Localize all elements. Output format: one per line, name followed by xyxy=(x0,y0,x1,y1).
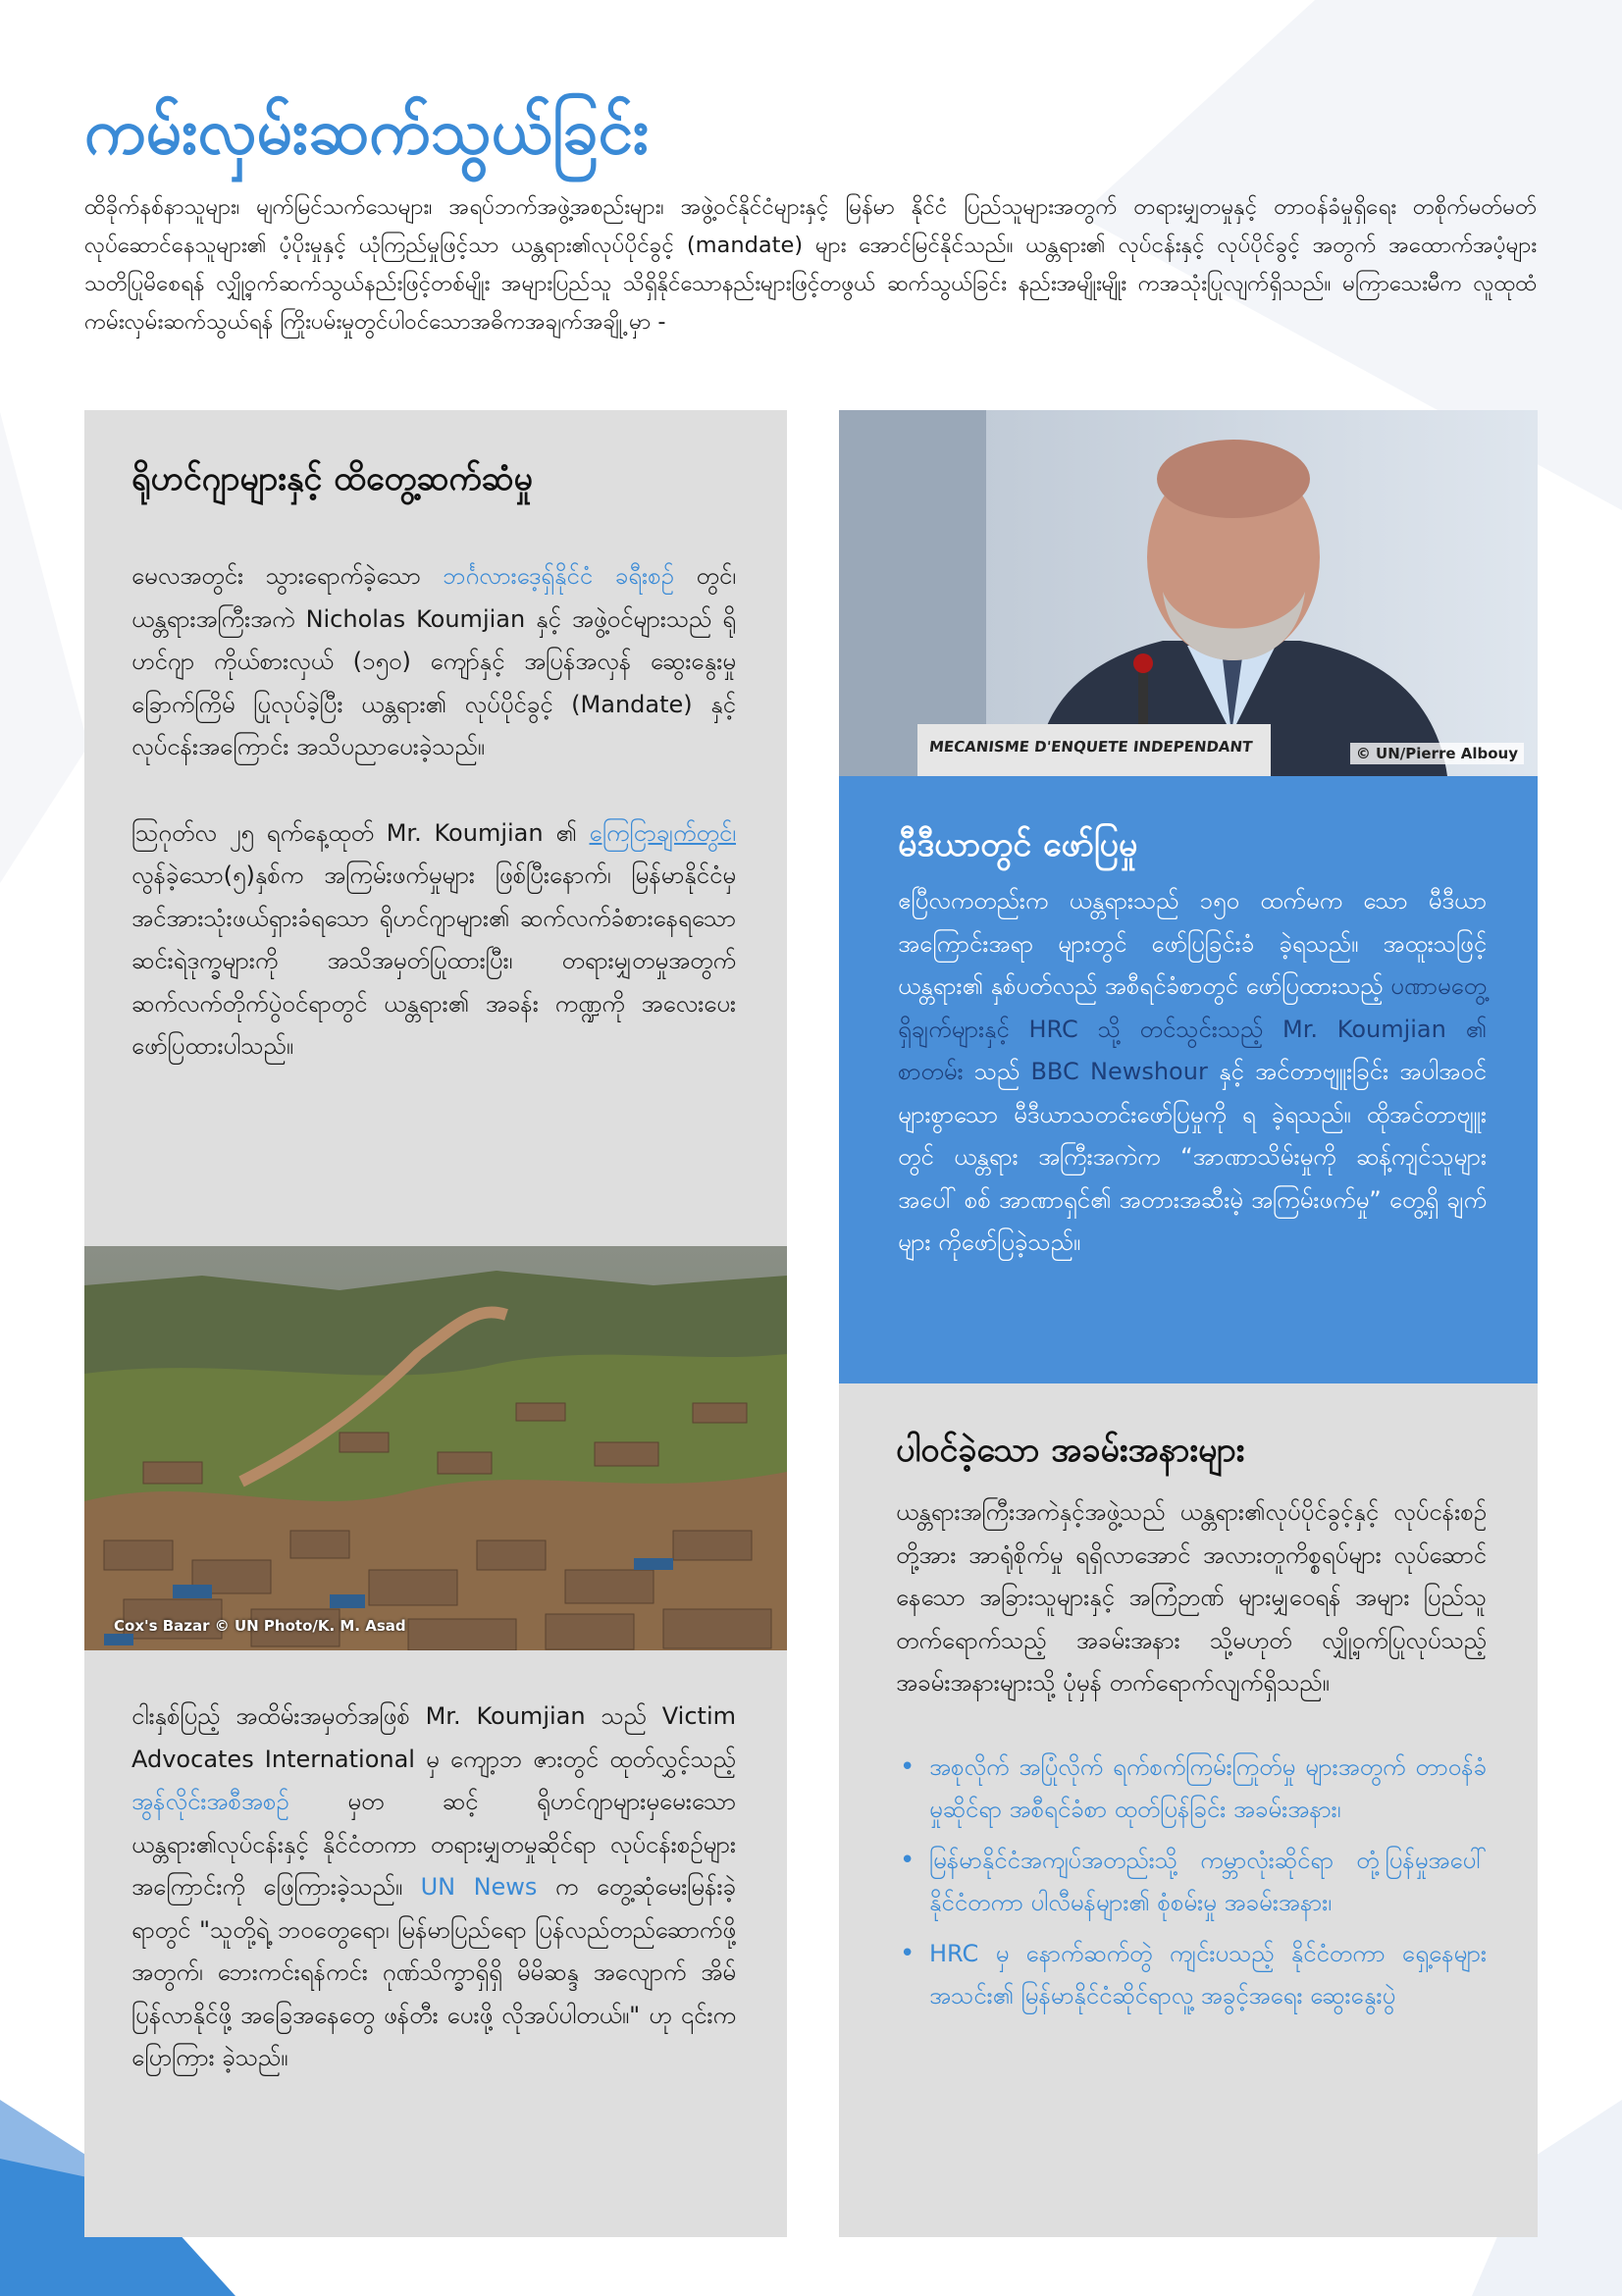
media-text-c: နှင့် အင်တာဗျူးခြင်း အပါအဝင်များစွာသော မီဒီယာသတင်းဖော်ပြမှုကို ရ ခဲ့ရသည်။ ထိုအင်တာဗျူးတွင် ယန္တရား အကြီးအကဲက “အာဏာသိမ်းမှုကို ဆန့်ကျင်သူများအပေါ် စစ် အာဏာရှင်၏ အတားအဆီးမဲ့ အကြမ်းဖက်မှု” တွေ့ရှိ ချက်များ ကိုဖော်ပြခဲ့သည်။ xyxy=(898,1058,1487,1256)
bbc-newshour-link[interactable]: BBC Newshour xyxy=(1030,1058,1208,1085)
statement-link[interactable]: ကြေငြာချက်တွင်၊ xyxy=(589,818,736,847)
rohingya-paragraph-3 xyxy=(131,1696,736,2080)
rohingya-p2-text-a: ဩဂုတ်လ ၂၅ ရက်နေ့ထုတ် Mr. Koumjian ၏ xyxy=(131,818,590,847)
coxs-bazar-photo-credit: Cox's Bazar © UN Photo/K. M. Asad xyxy=(114,1617,406,1635)
events-list-item-text: မြန်မာနိုင်ငံအကျပ်အတည်းသို့ ကမ္ဘာလုံးဆိုင်ရာ တုံ့ပြန်မှုအပေါ် နိုင်ငံတကာ ပါလီမန်များ၏ စုံစမ်းမှု အခမ်းအနား၊ xyxy=(929,1846,1487,1916)
bullet-icon: • xyxy=(900,1845,916,1875)
media-paragraph xyxy=(898,880,1487,1265)
portrait-photo-credit: © UN/Pierre Albouy xyxy=(1350,743,1524,764)
media-text-a: ဧပြီလကတည်းက ယန္တရားသည် ၁၅၀ ထက်မက သော မီဒီယာအကြောင်းအရာ များတွင် ဖော်ပြခြင်းခံ ခဲ့ရသည်။ အထူးသဖြင့် ယန္တရား၏ နှစ်ပတ်လည် အစီရင်ခံစာတွင် ဖော်ပြထားသည့် xyxy=(898,887,1487,1000)
rohingya-p3-text-c: က တွေ့ဆုံမေးမြန်းခဲ့ရာတွင် "သူတို့ရဲ့ ဘဝတွေရော၊ မြန်မာပြည်ရော ပြန်လည်တည်ဆောက်ဖို့အတွက်၊ ဘေးကင်းရန်ကင်း ဂုဏ်သိက္ခာရှိရှိ မိမိဆန္ဒ အလျောက် အိမ်ပြန်လာနိုင်ဖို့ အခြေအနေတွေ ဖန်တီး ပေးဖို့ လိုအပ်ပါတယ်။" ဟု ၎င်းက ပြောကြား ခဲ့သည်။ xyxy=(131,1873,737,2071)
media-text-b: သည် xyxy=(963,1058,1031,1085)
koumjian-portrait-photo xyxy=(839,410,1538,776)
nameplate: MECANISME D'ENQUETE INDEPENDANT xyxy=(928,738,1254,756)
events-list xyxy=(896,1747,1487,2018)
coxs-bazar-camp-photo xyxy=(84,1246,787,1650)
rohingya-p3-text-a: ငါးနှစ်ပြည့် အထိမ်းအမှတ်အဖြစ် Mr. Koumjian သည် Victim Advocates International မှ ကျော့ဘ ဇားတွင် ထုတ်လွှင့်သည့် xyxy=(131,1702,736,1773)
rohingya-engagement-panel-continued xyxy=(84,1650,787,2237)
events-heading: ပါဝင်ခဲ့သော အခမ်းအနားများ xyxy=(896,1431,1245,1470)
media-coverage-panel xyxy=(839,776,1538,1383)
events-intro: ယန္တရားအကြီးအကဲနှင့်အဖွဲ့သည် ယန္တရား၏လုပ်ပိုင်ခွင့်နှင့် လုပ်ငန်းစဉ်တို့အား အာရုံစိုက်မှု ရရှိလာအောင် အလားတူကိစ္စရပ်များ လုပ်ဆောင်နေသော အခြားသူများနှင့် အကြံဉာဏ် များမျှဝေရန် အများ ပြည်သူ တက်ရောက်သည့် အခမ်းအနား သို့မဟုတ် လျှို့ဝှက်ပြုလုပ်သည့် အခမ်းအနားများသို့ ပုံမှန် တက်ရောက်လျက်ရှိသည်။ xyxy=(896,1498,1487,1696)
events-list-item xyxy=(896,1747,1487,1832)
rohingya-p1-text-a: မေလအတွင်း သွားရောက်ခဲ့သော xyxy=(131,562,444,590)
rohingya-engagement-panel xyxy=(84,410,787,1246)
rohingya-paragraph-1 xyxy=(131,555,736,769)
rohingya-p1-text-b: တွင်၊ ယန္တရားအကြီးအကဲ Nicholas Koumjian နှင့် အဖွဲ့ဝင်များသည် ရိုဟင်ဂျာ ကိုယ်စားလှယ် (၁၅၀) ကျော်နှင့် အပြန်အလှန် ဆွေးနွေးမှု ခြောက်ကြိမ် ပြုလုပ်ခဲ့ပြီး ယန္တရား၏ လုပ်ပိုင်ခွင့် (Mandate) နှင့် လုပ်ငန်းအကြောင်း အသိပညာပေးခဲ့သည်။ xyxy=(131,562,736,760)
events-panel xyxy=(839,1383,1538,2237)
online-program-link[interactable]: အွန်လိုင်းအစီအစဉ် xyxy=(131,1788,289,1815)
events-list-item-text: HRC မှ နောက်ဆက်တွဲ ကျင်းပသည့် နိုင်ငံတကာ ရှေ့နေများ အသင်း၏ မြန်မာနိုင်ငံဆိုင်ရာလူ့ အခွင့်အရေး ဆွေးနွေးပွဲ xyxy=(929,1939,1487,2009)
page-title: ကမ်းလှမ်းဆက်သွယ်ခြင်း xyxy=(84,96,650,169)
bullet-icon: • xyxy=(900,1751,916,1782)
media-heading: မီဒီယာတွင် ဖော်ပြမှု xyxy=(898,825,1138,864)
rohingya-paragraph-2 xyxy=(131,812,736,1069)
un-news-link[interactable]: UN News xyxy=(420,1873,538,1901)
rohingya-p2-text-b: လွန်ခဲ့သော(၅)နှစ်က အကြမ်းဖက်မှုများ ဖြစ်ပြီးနောက်၊ မြန်မာနိုင်ငံမှ အင်အားသုံးဖယ်ရှားခံရသော ရိုဟင်ဂျာများ၏ ဆက်လက်ခံစားနေရသော ဆင်းရဲဒုက္ခများကို အသိအမှတ်ပြုထားပြီး၊ တရားမျှတမှုအတွက် ဆက်လက်တိုက်ပွဲဝင်ရာတွင် ယန္တရား၏ အခန်း ကဏ္ဍကို အလေးပေးဖော်ပြထားပါသည်။ xyxy=(131,861,736,1060)
events-list-item-text: အစုလိုက် အပြုံလိုက် ရက်စက်ကြမ်းကြုတ်မှု များအတွက် တာဝန်ခံမှုဆိုင်ရာ အစီရင်ခံစာ ထုတ်ပြန်ခြင်း အခမ်းအနား၊ xyxy=(929,1752,1487,1823)
events-list-item xyxy=(896,1840,1487,1925)
events-list-item xyxy=(896,1933,1487,2018)
bullet-icon: • xyxy=(900,1938,916,1968)
intro-paragraph: ထိခိုက်နစ်နာသူများ၊ မျက်မြင်သက်သေများ၊ အရပ်ဘက်အဖွဲ့အစည်းများ၊ အဖွဲ့ဝင်နိုင်ငံများနှင့် မြန်မာ နိုင်ငံ ပြည်သူများအတွက် တရားမျှတမှုနှင့် တာဝန်ခံမှုရှိရေး တစိုက်မတ်မတ်လုပ်ဆောင်နေသူများ၏ ပံ့ပိုးမှုနှင့် ယုံကြည်မှုဖြင့်သာ ယန္တရား၏လုပ်ပိုင်ခွင့် (mandate) များ အောင်မြင်နိုင်သည်။ ယန္တရား၏ လုပ်ငန်းနှင့် လုပ်ပိုင်ခွင့် အတွက် အထောက်အပံ့များ သတိပြုမိစေရန် လျှို့ဝှက်ဆက်သွယ်နည်းဖြင့်တစ်မျိုး အများပြည်သူ သိရှိနိုင်သောနည်းများဖြင့်တဖွယ် ဆက်သွယ်ခြင်း နည်းအမျိုးမျိုး ကအသုံးပြုလျက်ရှိသည်။ မကြာသေးမီက လူထုထံကမ်းလှမ်းဆက်သွယ်ရန် ကြိုးပမ်းမှုတွင်ပါဝင်သောအဓိကအချက်အချို့ မှာ - xyxy=(84,194,1537,335)
rohingya-p3-text-b: မှတ ဆင့် ရိုဟင်ဂျာများမှမေးသော ယန္တရား၏လုပ်ငန်းနှင့် နိုင်ငံတကာ တရားမျှတမှုဆိုင်ရာ လုပ်ငန်းစဉ်များ အကြောင်းကို ဖြေကြားခဲ့သည်။ xyxy=(131,1788,736,1901)
findings-report-link[interactable]: ပဏာမတွေ့ရှိချက်များနှင့် HRC သို့ တင်သွင်းသည့် Mr. Koumjian ၏ စာတမ်း xyxy=(898,972,1487,1085)
bangladesh-trip-link[interactable]: ဘင်္ဂလားဒေ့ရှ်နိုင်ငံ ခရီးစဉ် xyxy=(443,562,674,590)
rohingya-heading: ရိုဟင်ဂျာများနှင့် ထိတွေ့ဆက်ဆံမှု xyxy=(131,459,533,498)
